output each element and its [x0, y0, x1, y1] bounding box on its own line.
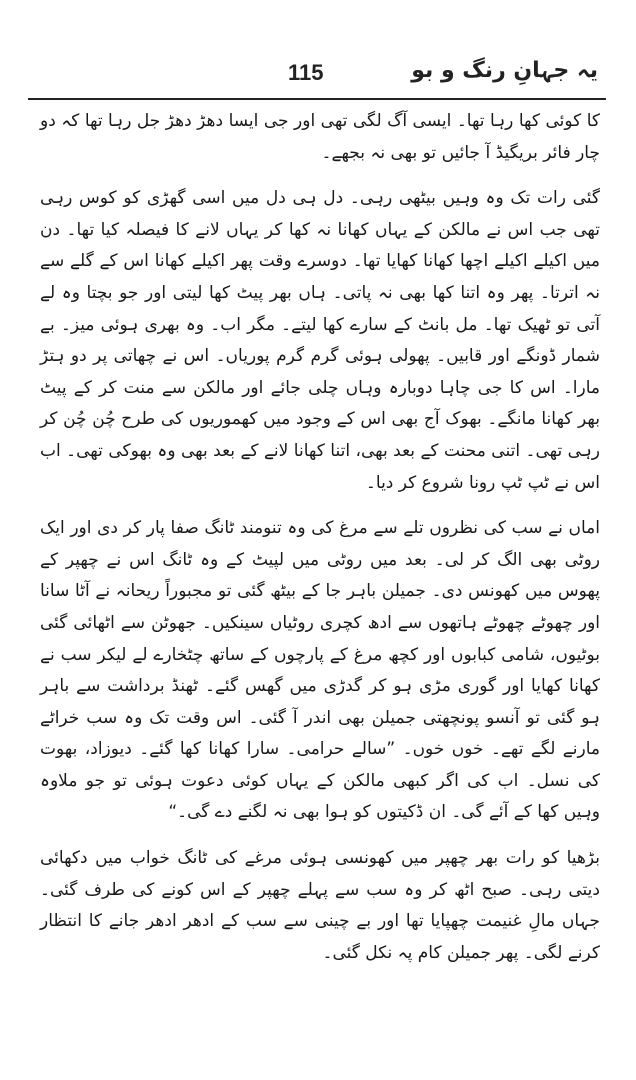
page-header: [28, 58, 606, 98]
paragraph-2: گئی رات تک وہ وہیں بیٹھی رہی۔ دل ہی دل میں اسی گھڑی کو کوس رہی تھی جب اس نے مالکن کے یہاں کھانا نہ کھا کر یہاں لانے کا فیصلہ کیا تھا۔ دن میں اکیلے اکیلے اچھا کھانا کھایا تھا۔ دوسرے وقت پھر اکیلے کھانا اس کے گلے سے نہ اترتا۔ پھر وہ اتنا کھا بھی نہ پاتی۔ ہاں بھر پیٹ کھا لیتی اور جو بچتا وہ لے آتی تو ٹھیک تھا۔ مل بانٹ کے سارے کھا لیتے۔ مگر اب۔ وہ بھری ہوئی میز۔ بے شمار ڈونگے اور قابیں۔ پھولی ہوئی گرم گرم پوریاں۔ اس نے چھاتی پر دو ہتڑ مارا۔ اس کا جی چاہا دوبارہ وہاں چلی جائے اور مالکن سے منت کر کے پیٹ بھر کھانا مانگے۔ بھوک آج بھی اس کے وجود میں کھموریوں کی طرح چُن چُن کر رہی تھی۔ اتنی محنت کے بعد بھی، اتنا کھانا لانے کے بعد بھی وہ بھوکی تھی۔ اب اس نے ٹپ ٹپ رونا شروع کر دیا۔: [40, 188, 600, 493]
paragraph-3: اماں نے سب کی نظروں تلے سے مرغ کی وہ تنومند ٹانگ صفا پار کر دی اور ایک روٹی بھی الگ کر لی۔ بعد میں روٹی میں لپیٹ کے وہ ٹانگ اس نے چھپر کے پھوس میں کھونس دی۔ جمیلن باہر جا کے بیٹھ گئی تو مجبوراً ریحانہ نے آٹا سانا اور چھوٹے چھوٹے ہاتھوں سے ادھ کچری روٹیاں سینکیں۔ جھوٹن سے اٹھائی گئی بوٹیوں، شامی کبابوں اور کچھ مرغ کے پارچوں کے ساتھ چٹخارے لے لیکر سب نے کھانا کھایا اور گوری مڑی ہو کر گدڑی میں گھس گئے۔ ٹھنڈ برداشت سے باہر ہو گئی تو آنسو پونچھتی جمیلن بھی اندر آ گئی۔ اس وقت تک وہ سب خراٹے مارنے لگے تھے۔ خوں خوں۔ ”سالے حرامی۔ سارا کھانا کھا گئے۔ دیوزاد، بھوت کی نسل۔ اب کی اگر کبھی مالکن کے یہاں کوئی دعوت ہوئی تو جو ملاوہ وہیں کھا کے آئے گی۔ ان ڈکیتوں کو ہوا بھی نہ لگنے دے گی۔“: [40, 518, 600, 823]
running-title: یہ جہانِ رنگ و بو: [411, 58, 598, 83]
paragraph-4: بڑھیا کو رات بھر چھپر میں کھونسی ہوئی مرغے کی ٹانگ خواب میں دکھائی دیتی رہی۔ صبح اٹھ کر وہ سب سے پہلے چھپر کے اس کونے کی طرف گئی۔ جہاں مالِ غنیمت چھپایا تھا اور بے چینی سے سب کے ادھر ادھر جانے کا انتظار کرنے لگی۔ پھر جمیلن کام پہ نکل گئی۔: [40, 848, 600, 963]
body-text: [40, 106, 600, 969]
paragraph-1: کا کوئی کھا رہا تھا۔ ایسی آگ لگی تھی اور جی ایسا دھڑ دھڑ جل رہا تھا کہ دو چار فائر بریگیڈ آ جائیں تو بھی نہ بجھے۔: [40, 111, 600, 163]
page-number: 115: [288, 60, 324, 85]
header-divider: [28, 98, 606, 100]
